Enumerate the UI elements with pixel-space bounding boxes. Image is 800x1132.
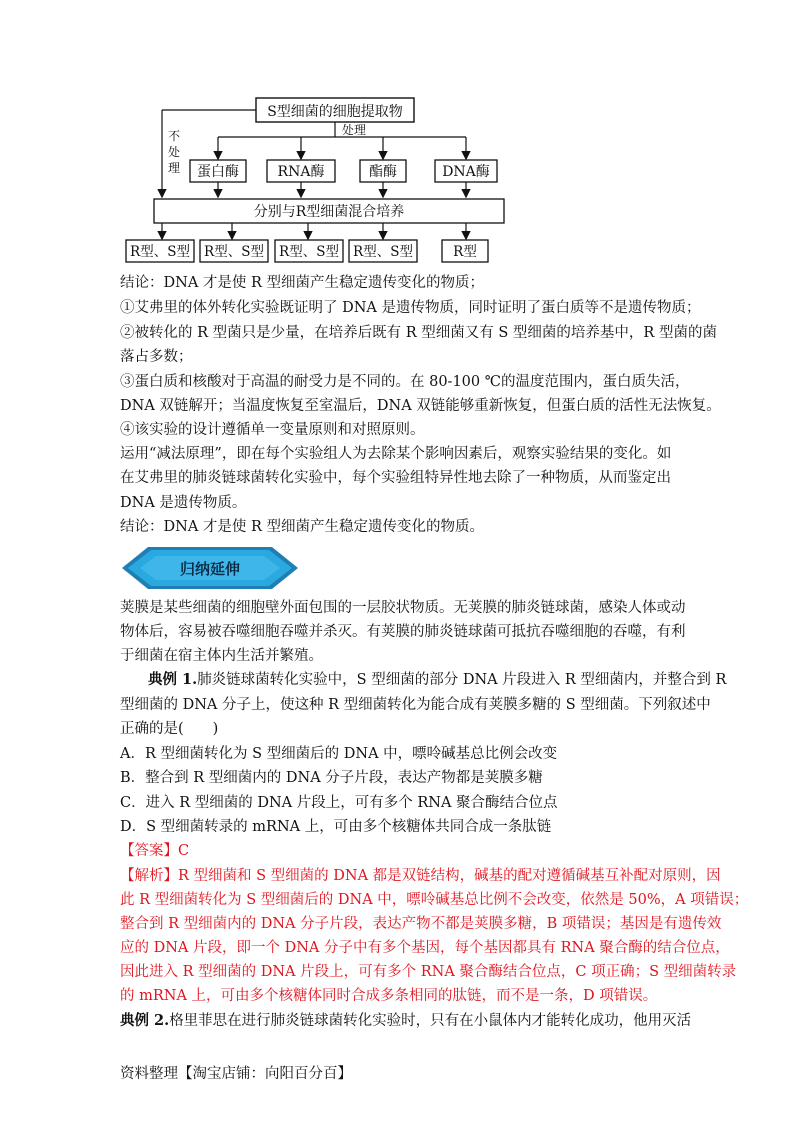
conclusion-line-2: 结论：DNA 才是使 R 型细菌产生稳定遗传变化的物质。 bbox=[120, 519, 485, 535]
example-1-tag: 典例 1. bbox=[148, 671, 198, 688]
point-2-line-1: ②被转化的 R 型菌只是少量，在培养后既有 R 型细菌又有 S 型细菌的培养基中，R 型菌的菌 bbox=[120, 325, 717, 341]
option-c: C．进入 R 型细菌的 DNA 片段上，可有多个 RNA 聚合酶结合位点 bbox=[120, 795, 558, 811]
footer-note: 资料整理【淘宝店铺：向阳百分百】 bbox=[120, 1066, 352, 1082]
example-2-question-text: 格里菲思在进行肺炎链球菌转化实验时，只有在小鼠体内才能转化成功，他用灭活 bbox=[169, 1013, 692, 1029]
analysis-line-5: 因此进入 R 型细菌的 DNA 片段上，可有多个 RNA 聚合酶结合位点，C 项正确；S 型细菌转录 bbox=[120, 964, 737, 980]
point-3-line-2: DNA 双链解开；当温度恢复至室温后，DNA 双链能够重新恢复，但蛋白质的活性无法恢复。 bbox=[120, 398, 721, 414]
banner-label: 归纳延伸 bbox=[179, 560, 241, 578]
example-1-question-line-2: 型细菌的 DNA 分子上，使这种 R 型细菌转化为能合成有荚膜多糖的 S 型细菌。下列叙述中 bbox=[120, 697, 711, 713]
result-label-4: R型、S型 bbox=[353, 244, 413, 260]
extension-line-3: 于细菌在宿主体内生活并繁殖。 bbox=[120, 648, 323, 664]
experiment-diagram bbox=[0, 0, 800, 270]
answer: 【答案】C bbox=[120, 843, 190, 859]
analysis-line-4: 应的 DNA 片段，即一个 DNA 分子中有多个基因，每个基因都具有 RNA 聚合酶的结合位点， bbox=[120, 940, 730, 956]
subtraction-principle-line-2: 在艾弗里的肺炎链球菌转化实验中，每个实验组特异性地去除了一种物质，从而鉴定出 bbox=[120, 470, 671, 486]
enzyme-label-protease: 蛋白酶 bbox=[197, 164, 239, 180]
subtraction-principle-line-1: 运用“减法原理”，即在每个实验组人为去除某个影响因素后，观察实验结果的变化。如 bbox=[120, 446, 672, 462]
subtraction-principle-line-3: DNA 是遗传物质。 bbox=[120, 495, 247, 511]
result-label-2: R型、S型 bbox=[204, 244, 264, 260]
analysis-line-2: 此 R 型细菌转化为 S 型细菌后的 DNA 中，嘌呤碱基总比例不会改变，依然是 50%，A 项错误； bbox=[120, 892, 749, 908]
result-label-3: R型、S型 bbox=[279, 244, 339, 260]
analysis-line-1: 【解析】R 型细菌和 S 型细菌的 DNA 都是双链结构，碱基的配对遵循碱基互补配对原则，因 bbox=[120, 868, 721, 884]
mix-culture-label: 分别与R型细菌混合培养 bbox=[253, 204, 405, 220]
example-2-question-line-1 bbox=[120, 1011, 700, 1031]
process-label: 处理 bbox=[342, 123, 367, 137]
top-box-label: S型细菌的细胞提取物 bbox=[267, 104, 403, 120]
option-d: D．S 型细菌转录的 mRNA 上，可由多个核糖体共同合成一条肽链 bbox=[120, 819, 552, 835]
enzyme-label-rnase: RNA酶 bbox=[277, 164, 325, 180]
enzyme-label-dnase: DNA酶 bbox=[442, 164, 490, 180]
example-1-question-line-1 bbox=[148, 670, 727, 690]
example-1-question-text: 肺炎链球菌转化实验中，S 型细菌的部分 DNA 片段进入 R 型细菌内，并整合到 R bbox=[197, 672, 727, 688]
point-3-line-1: ③蛋白质和核酸对于高温的耐受力是不同的。在 80-100 ℃的温度范围内，蛋白质失活， bbox=[120, 374, 690, 390]
extension-line-2: 物体后，容易被吞噬细胞吞噬并杀灭。有荚膜的肺炎链球菌可抵抗吞噬细胞的吞噬，有利 bbox=[120, 624, 686, 640]
no-process-char-2: 处 bbox=[168, 145, 181, 159]
option-b: B．整合到 R 型细菌内的 DNA 分子片段，表达产物都是荚膜多糖 bbox=[120, 770, 543, 786]
example-1-question-line-3: 正确的是( ) bbox=[120, 721, 219, 737]
extension-line-1: 荚膜是某些细菌的细胞壁外面包围的一层胶状物质。无荚膜的肺炎链球菌，感染人体或动 bbox=[120, 600, 686, 616]
section-banner bbox=[120, 545, 300, 591]
point-4: ④该实验的设计遵循单一变量原则和对照原则。 bbox=[120, 422, 425, 438]
point-1: ①艾弗里的体外转化实验既证明了 DNA 是遗传物质，同时证明了蛋白质等不是遗传物质； bbox=[120, 300, 701, 316]
no-process-char-3: 理 bbox=[168, 161, 181, 175]
result-label-5: R型 bbox=[453, 244, 477, 260]
enzyme-label-esterase: 酯酶 bbox=[369, 164, 397, 180]
point-2-line-2: 落占多数； bbox=[120, 349, 193, 365]
analysis-line-6: 的 mRNA 上，可由多个核糖体同时合成多条相同的肽链，而不是一条，D 项错误。 bbox=[120, 988, 658, 1004]
result-label-1: R型、S型 bbox=[130, 244, 190, 260]
analysis-line-3: 整合到 R 型细菌内的 DNA 分子片段，表达产物不都是荚膜多糖，B 项错误；基因是有遗传效 bbox=[120, 916, 722, 932]
conclusion-line-1: 结论：DNA 才是使 R 型细菌产生稳定遗传变化的物质； bbox=[120, 275, 485, 291]
option-a: A．R 型细菌转化为 S 型细菌后的 DNA 中，嘌呤碱基总比例会改变 bbox=[120, 746, 558, 762]
example-2-tag: 典例 2. bbox=[120, 1012, 170, 1029]
no-process-char-1: 不 bbox=[168, 129, 181, 143]
